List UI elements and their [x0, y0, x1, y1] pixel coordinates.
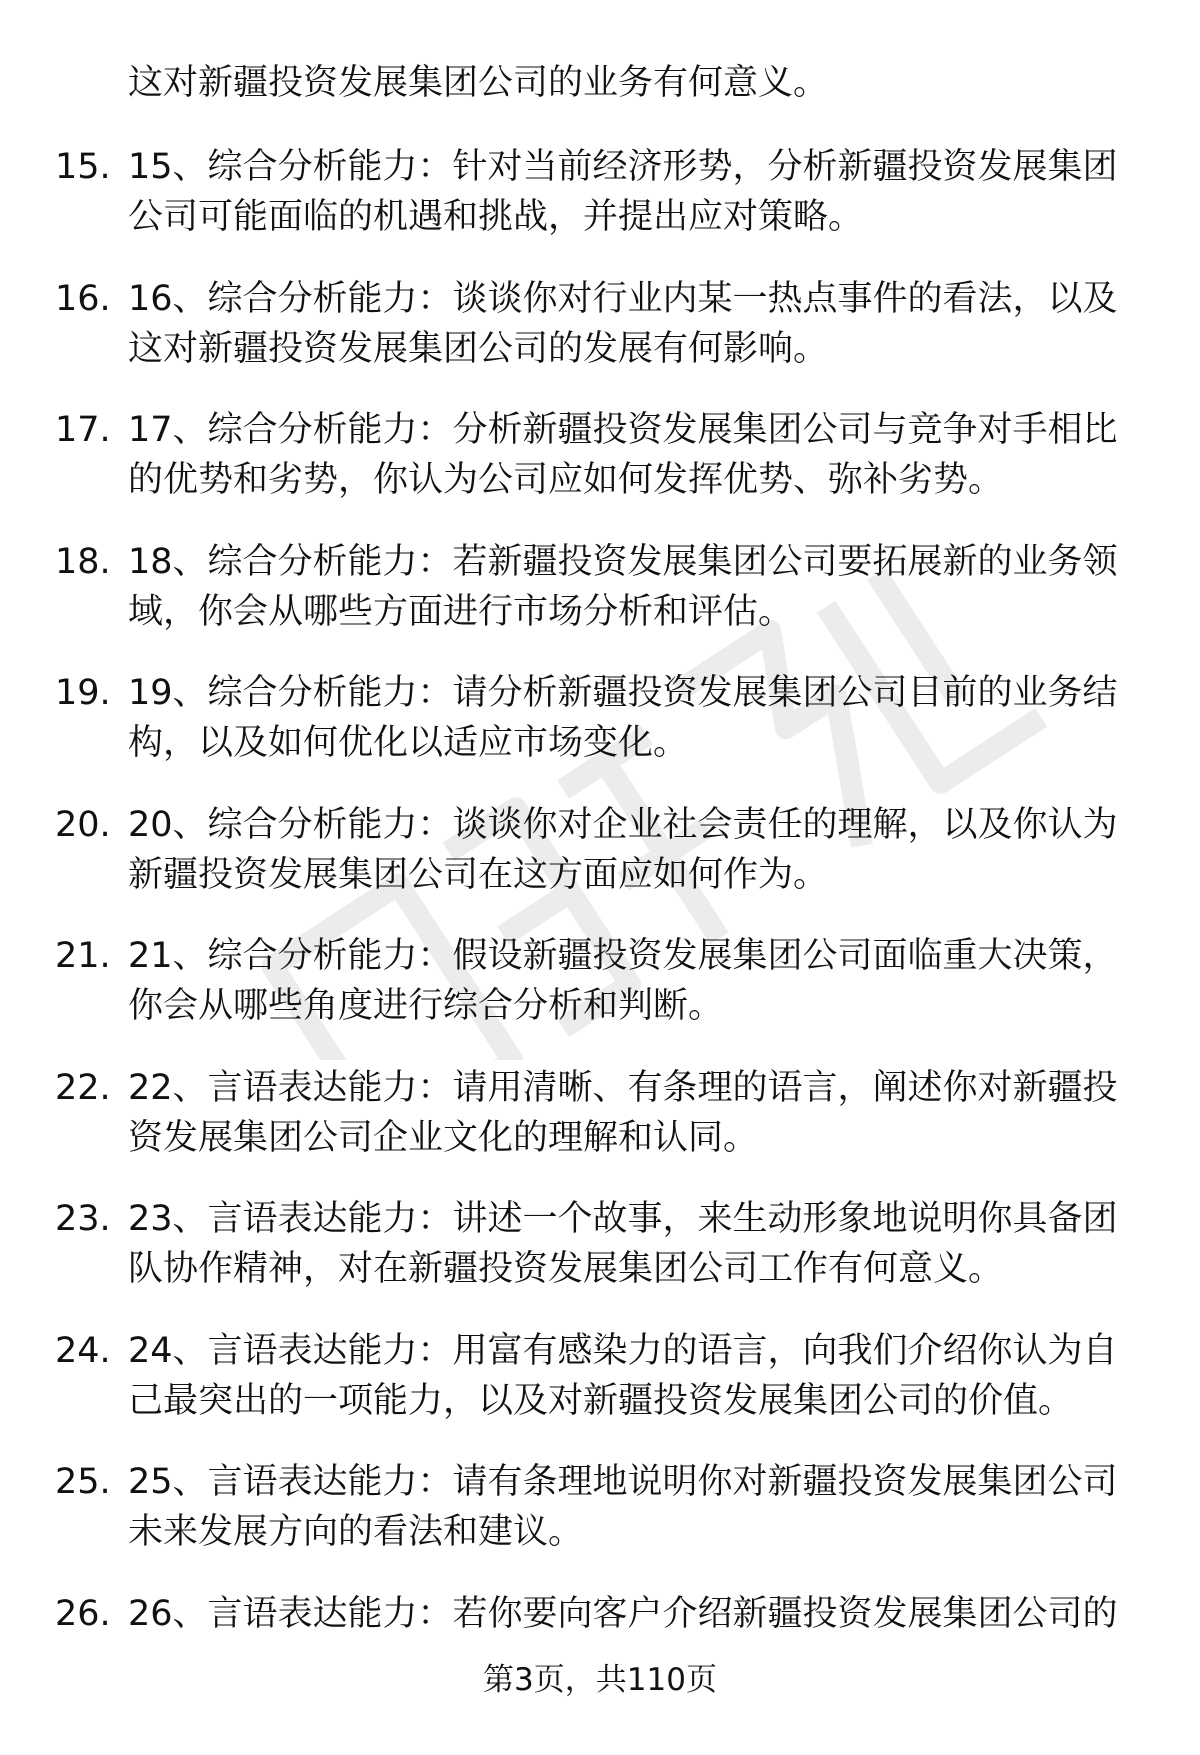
question-number: 24.	[55, 1330, 111, 1371]
question-number: 17.	[55, 410, 111, 450]
question-text: 17、综合分析能力：分析新疆投资发展集团公司与竞争对手相比的优势和劣势，你认为公司应如何发挥优势、弥补劣势。	[128, 410, 1118, 500]
question-text: 25、言语表达能力：请有条理地说明你对新疆投资发展集团公司未来发展方向的看法和建议。	[128, 1462, 1118, 1552]
question-text: 23、言语表达能力：讲述一个故事，来生动形象地说明你具备团队协作精神，对在新疆投资发展集团公司工作有何意义。	[128, 1199, 1118, 1289]
question-text: 15、综合分析能力：针对当前经济形势，分析新疆投资发展集团公司可能面临的机遇和挑战，并提出应对策略。	[128, 147, 1118, 237]
question-text: 22、言语表达能力：请用清晰、有条理的语言，阐述你对新疆投资发展集团公司企业文化的理解和认同。	[128, 1067, 1118, 1158]
list-item	[0, 931, 1200, 1063]
list-item	[0, 1063, 1200, 1195]
question-number: 19.	[55, 673, 111, 713]
continuation-text: 这对新疆投资发展集团公司的业务有何意义。	[128, 63, 829, 103]
question-number: 22.	[55, 1067, 111, 1108]
list-item	[0, 1326, 1200, 1458]
list-item	[0, 537, 1200, 669]
question-text: 20、综合分析能力：谈谈你对企业社会责任的理解，以及你认为新疆投资发展集团公司在这方面应如何作为。	[128, 804, 1118, 895]
question-number: 21.	[55, 936, 111, 976]
list-item	[0, 800, 1200, 932]
question-text: 18、综合分析能力：若新疆投资发展集团公司要拓展新的业务领域，你会从哪些方面进行市场分析和评估。	[128, 541, 1118, 632]
question-text: 16、综合分析能力：谈谈你对行业内某一热点事件的看法，以及这对新疆投资发展集团公司的发展有何影响。	[128, 278, 1118, 369]
question-number: 15.	[55, 147, 111, 187]
question-list	[0, 142, 1200, 1720]
list-item	[0, 405, 1200, 537]
question-text: 24、言语表达能力：用富有感染力的语言，向我们介绍你认为自己最突出的一项能力，以及对新疆投资发展集团公司的价值。	[128, 1330, 1118, 1421]
question-text: 21、综合分析能力：假设新疆投资发展集团公司面临重大决策，你会从哪些角度进行综合分析和判断。	[128, 936, 1118, 1026]
question-number: 16.	[55, 278, 111, 319]
page-footer: 第3页，共110页	[483, 1662, 717, 1698]
list-item	[0, 668, 1200, 800]
question-number: 18.	[55, 541, 111, 582]
question-text: 26、言语表达能力：若你要向客户介绍新疆投资发展集团公司的	[128, 1593, 1118, 1634]
question-number: 26.	[55, 1593, 111, 1634]
list-item	[0, 1457, 1200, 1589]
question-number: 25.	[55, 1462, 111, 1502]
question-number: 23.	[55, 1199, 111, 1239]
list-item	[0, 142, 1200, 274]
question-number: 20.	[55, 804, 111, 845]
list-item	[0, 1194, 1200, 1326]
question-text: 19、综合分析能力：请分析新疆投资发展集团公司目前的业务结构，以及如何优化以适应市场变化。	[128, 673, 1118, 763]
list-item	[0, 274, 1200, 406]
